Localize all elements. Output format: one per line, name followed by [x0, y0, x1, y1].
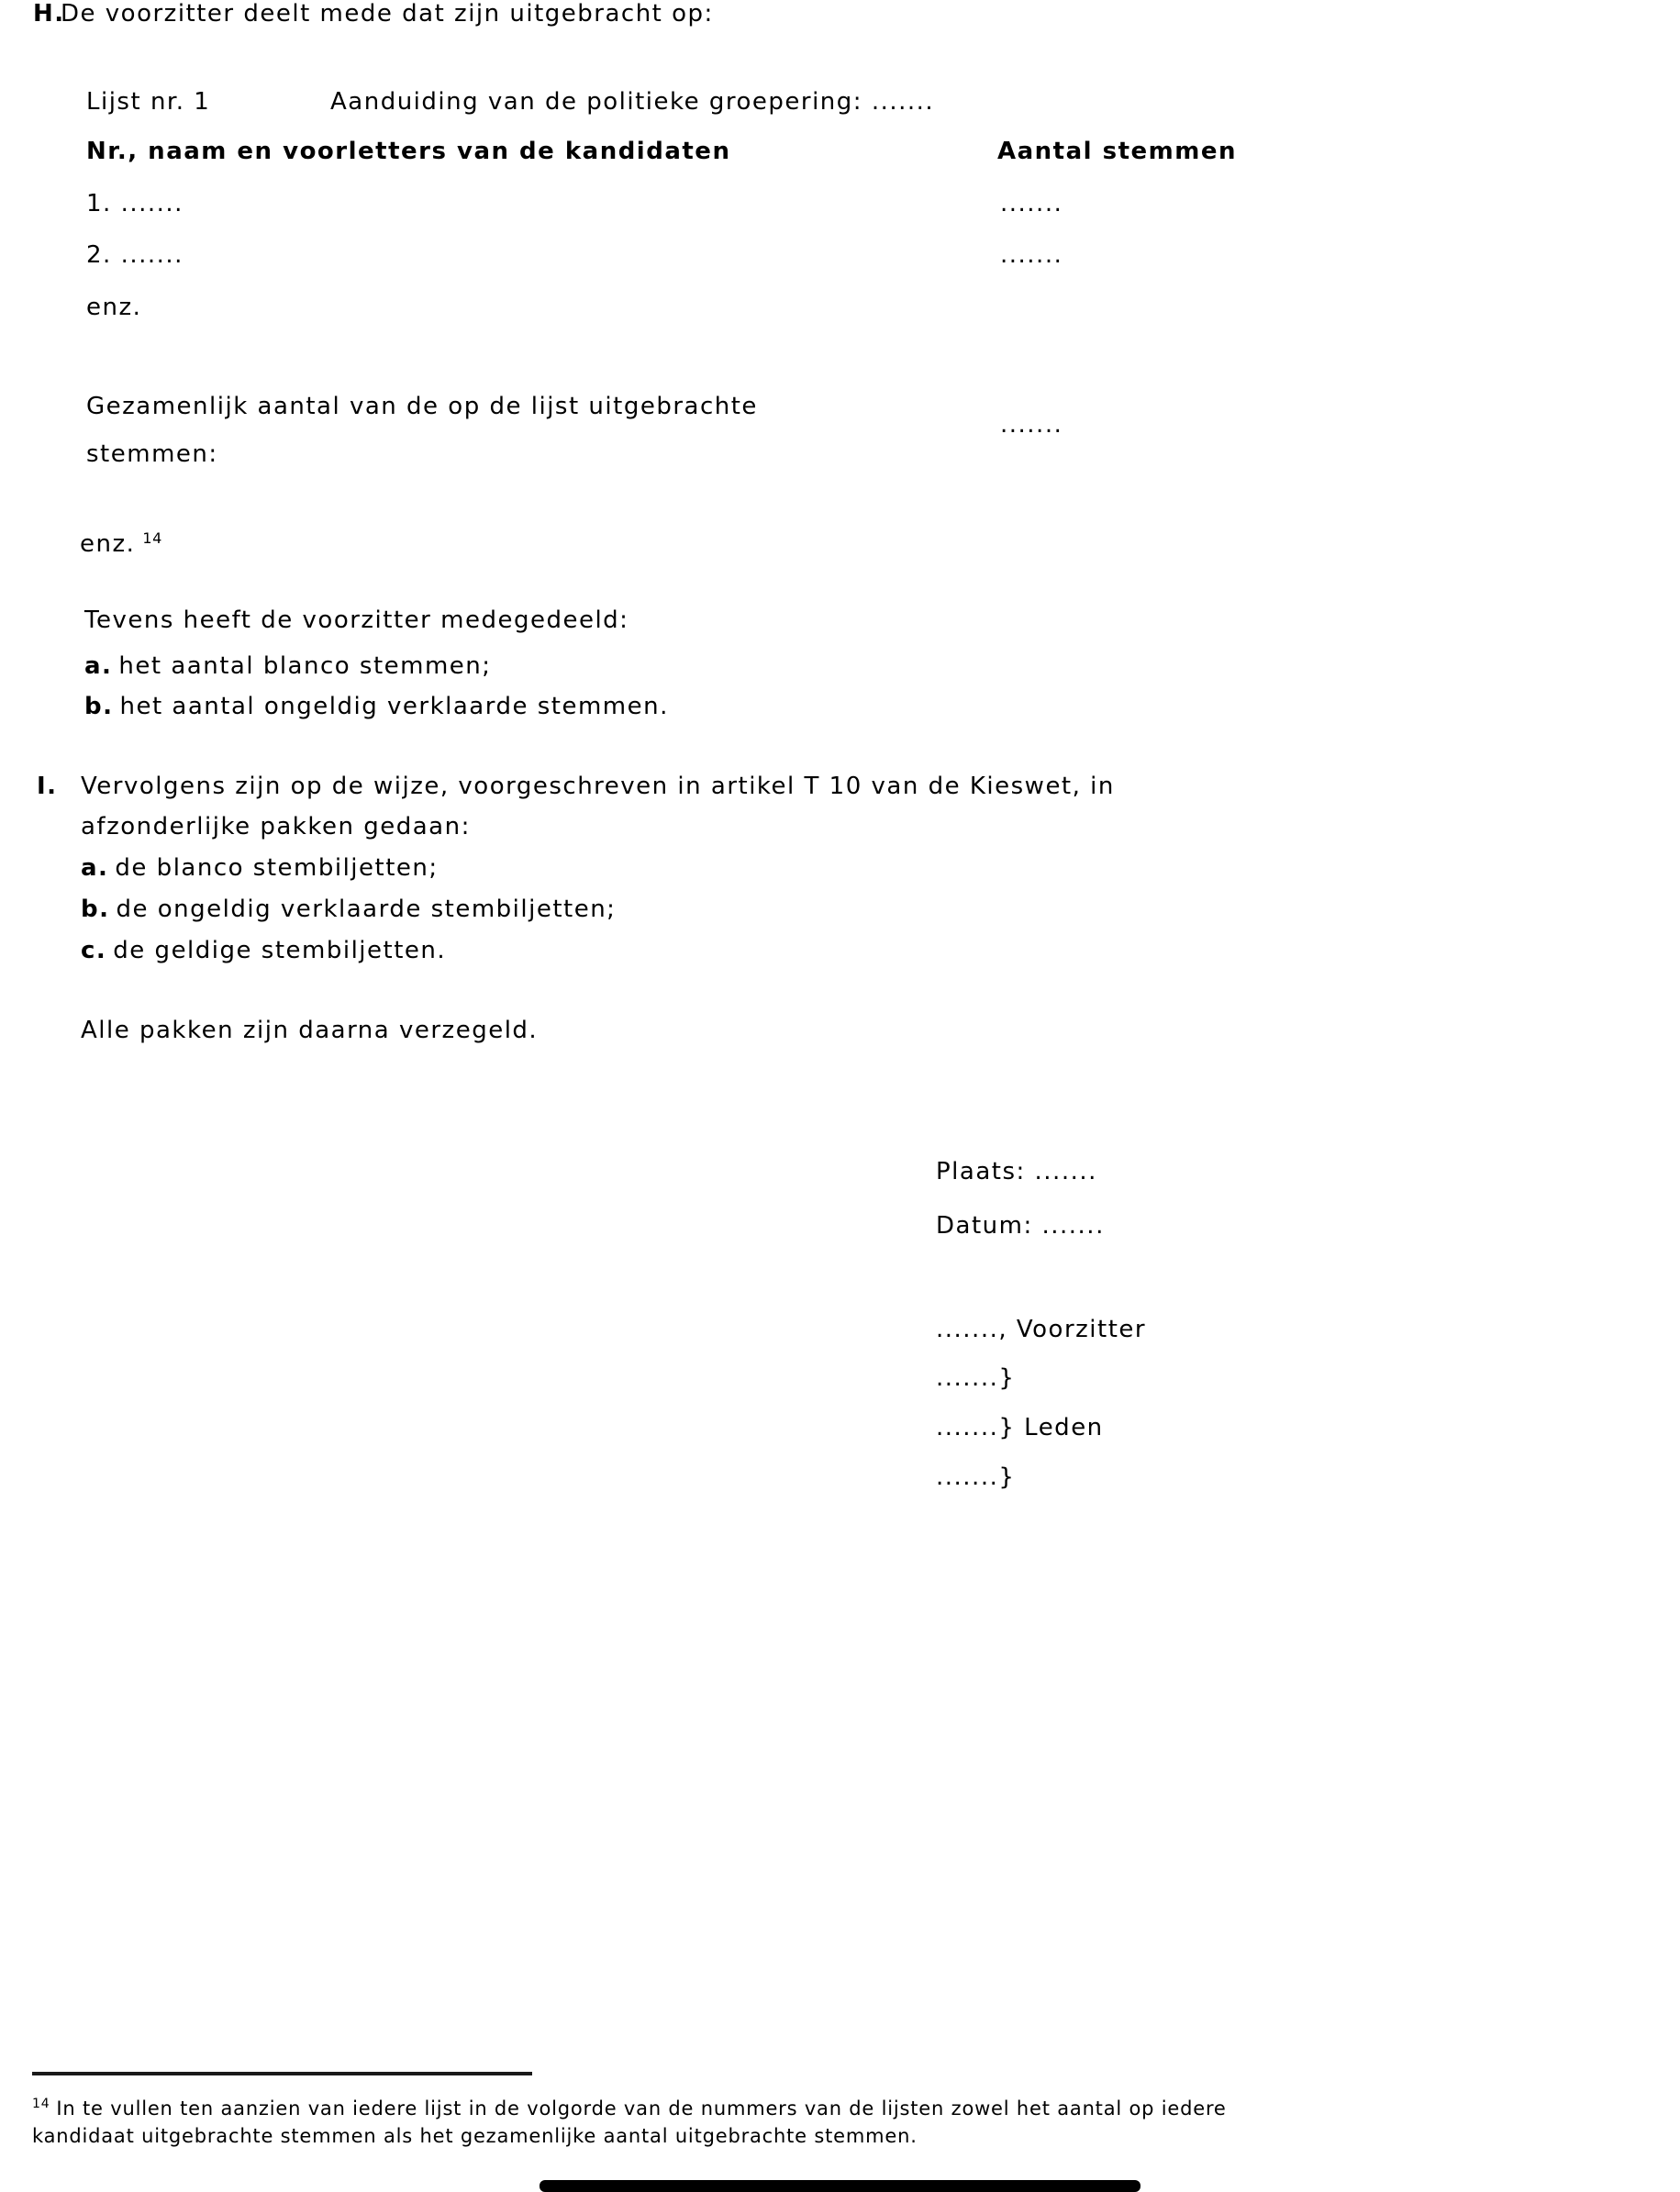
footnote-ref-14: 14: [142, 529, 162, 547]
lijst-number-label: Lijst nr. 1: [86, 88, 211, 116]
section-i-line1: Vervolgens zijn op de wijze, voorgeschreven in artikel T 10 van de Kieswet, in: [81, 773, 1115, 800]
gezamenlijk-line1: Gezamenlijk aantal van de op de lijst uitgebrachte: [86, 393, 758, 420]
enz-text: enz.: [80, 530, 136, 558]
section-i-label: I.: [37, 773, 58, 800]
leden-signature-line-1: .......}: [936, 1364, 1016, 1392]
tevens-item-a-text: het aantal blanco stemmen;: [118, 652, 492, 680]
datum-line: Datum: .......: [936, 1212, 1105, 1240]
footnote-line1: [32, 2092, 1227, 2121]
aanduiding-groepering: Aanduiding van de politieke groepering: .......: [330, 88, 935, 116]
footnote-divider-rule: [32, 2072, 532, 2075]
voorzitter-signature-line: ......., Voorzitter: [936, 1316, 1147, 1343]
section-i-item-a-marker: a.: [81, 854, 109, 882]
section-i-item-a-text: de blanco stembiljetten;: [115, 854, 439, 882]
column-header-aantal-stemmen: Aantal stemmen: [997, 138, 1237, 165]
footnote-number: 14: [32, 2097, 50, 2111]
tevens-item-b: [84, 693, 669, 721]
section-i-item-b: [81, 896, 616, 924]
footnote-line2: kandidaat uitgebrachte stemmen als het gezamenlijke aantal uitgebrachte stemmen.: [32, 2125, 918, 2147]
enz-footnote-line: [80, 524, 162, 559]
section-i-item-b-text: de ongeldig verklaarde stembiljetten;: [116, 896, 617, 923]
footnote-line1-text: In te vullen ten aanzien van iedere lijst in de volgorde van de nummers van de lijsten zowel het aantal op iedere: [56, 2097, 1227, 2120]
plaats-line: Plaats: .......: [936, 1158, 1097, 1185]
home-indicator-bar: [540, 2180, 1140, 2192]
section-i-item-c-marker: c.: [81, 937, 107, 964]
tevens-item-a: [84, 652, 492, 681]
section-i-closing: Alle pakken zijn daarna verzegeld.: [81, 1017, 539, 1044]
section-i-item-c-text: de geldige stembiljetten.: [113, 937, 447, 964]
candidate-row-1: 1. .......: [86, 190, 184, 217]
tevens-item-b-text: het aantal ongeldig verklaarde stemmen.: [119, 693, 669, 720]
section-i-item-c: [81, 937, 446, 965]
candidates-enz: enz.: [86, 294, 142, 321]
gezamenlijk-line2: stemmen:: [86, 440, 218, 468]
section-i-line2: afzonderlijke pakken gedaan:: [81, 813, 471, 840]
candidate-row-2: 2. .......: [86, 241, 184, 269]
tevens-item-a-marker: a.: [84, 652, 113, 680]
tevens-item-b-marker: b.: [84, 693, 114, 720]
leden-signature-line-2: .......} Leden: [936, 1414, 1104, 1441]
leden-signature-line-3: .......}: [936, 1463, 1016, 1491]
tevens-intro: Tevens heeft de voorzitter medegedeeld:: [84, 606, 629, 634]
section-i-item-b-marker: b.: [81, 896, 110, 923]
section-i-item-a: [81, 854, 439, 883]
column-header-kandidaten: Nr., naam en voorletters van de kandidaten: [86, 138, 731, 165]
section-h-text: De voorzitter deelt mede dat zijn uitgebracht op:: [61, 0, 714, 28]
section-h-label: H.: [33, 0, 65, 28]
candidate-row-2-votes-dots: .......: [1000, 241, 1063, 269]
gezamenlijk-votes-dots: .......: [1000, 411, 1063, 439]
candidate-row-1-votes-dots: .......: [1000, 190, 1063, 217]
